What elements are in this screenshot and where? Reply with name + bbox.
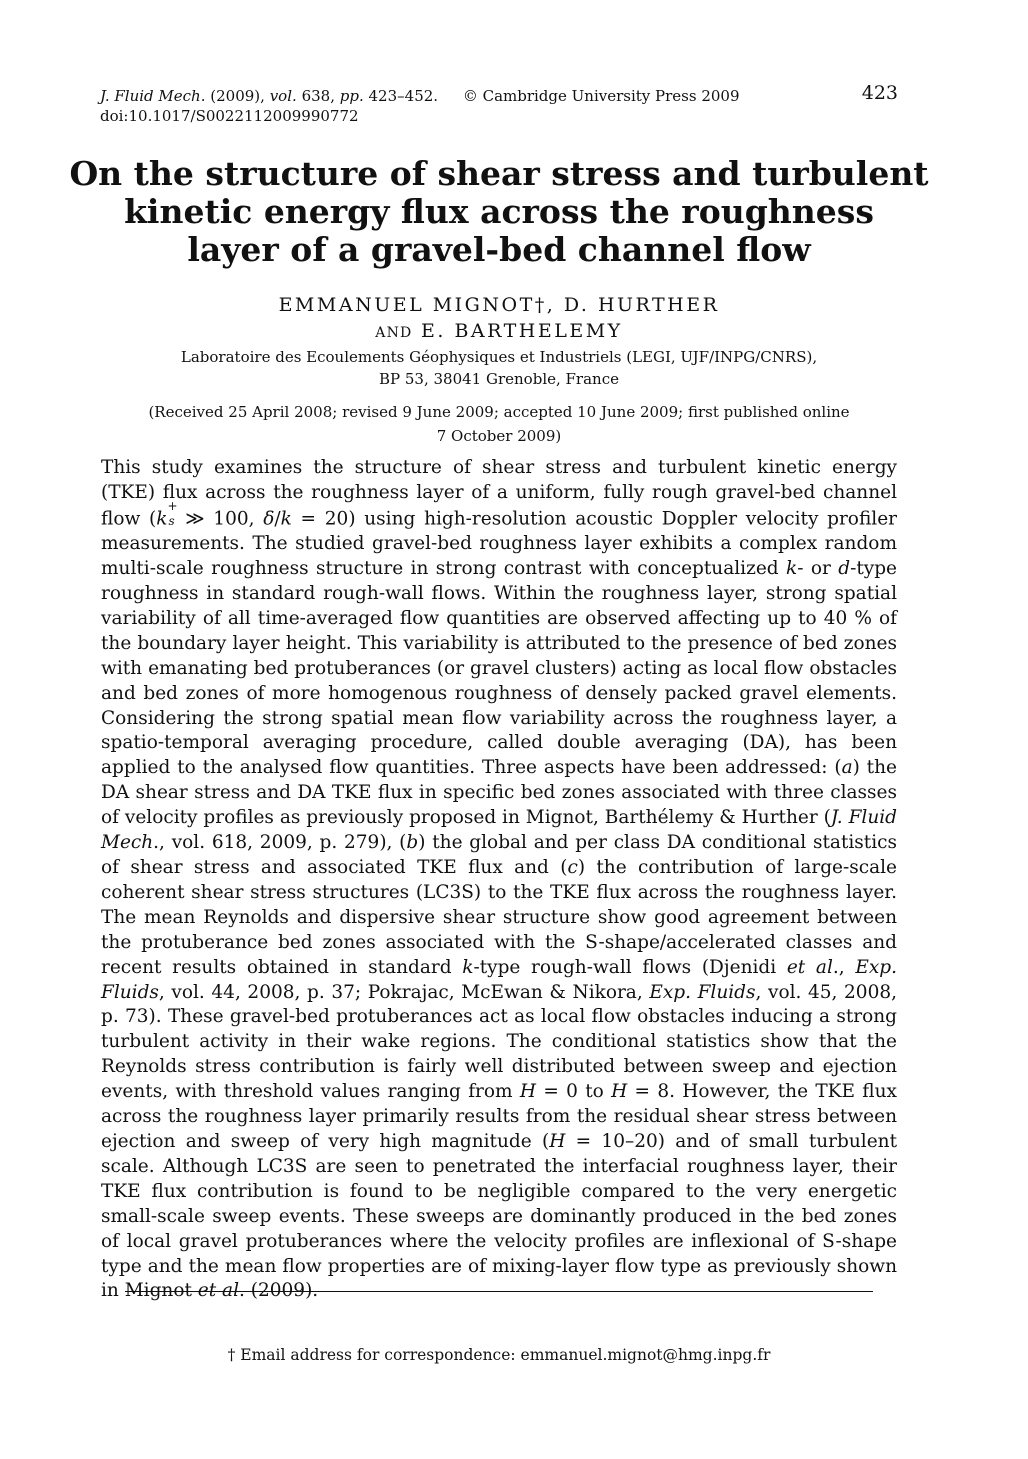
volume-label: vol. [269,87,297,105]
citation-line [100,86,740,106]
page-number: 423 [861,82,898,104]
authors-last: E. BARTHELEMY [421,320,623,342]
journal-header [100,86,740,126]
author-list [60,292,938,346]
volume-number: 638, [301,87,335,105]
authors-line-2 [60,318,938,346]
title-line: kinetic energy flux across the roughness [124,192,874,231]
authors-line-1: EMMANUEL MIGNOT†, D. HURTHER [278,294,720,316]
doi: doi:10.1017/S0022112009990772 [100,107,359,125]
copyright-notice: © Cambridge University Press 2009 [462,87,740,105]
pages-label: pp. [339,87,364,105]
journal-name: J. Fluid Mech. [100,87,206,105]
affiliation-line-2: BP 53, 38041 Grenoble, France [379,370,619,388]
received-dates [60,400,938,448]
journal-year: (2009), [210,87,265,105]
page-range: 423–452. [368,87,439,105]
affiliation [60,346,938,390]
affiliation-line-1: Laboratoire des Ecoulements Géophysiques et Industriels (LEGI, UJF/INPG/CNRS), [180,348,818,366]
authors-and: AND [375,325,413,341]
title-line: layer of a gravel-bed channel flow [187,230,811,269]
received-line-2: 7 October 2009) [436,427,562,445]
footnote-divider [125,1291,873,1292]
received-line-1: (Received 25 April 2008; revised 9 June 2009; accepted 10 June 2009; first published online [148,403,850,421]
correspondence-footnote: † Email address for correspondence: emmanuel.mignot@hmg.inpg.fr [227,1346,771,1364]
abstract: This study examines the structure of shear stress and turbulent kinetic energy (TKE) flux across the roughness layer of a uniform, fully rough gravel-bed channel flow (k + s ≫ 100, δ/k = 20) using high-resolution acoustic Doppler velocity profiler measurements. The studied gravel-bed roughness layer exhibits a complex random multi-scale roughness structure in strong contrast with conceptualized k- or d-type roughness in standard rough-wall flows. Within the roughness layer, strong spatial variability of all time-averaged flow quantities are observed affecting up to 40 % of the boundary layer height. This variability is attributed to the presence of bed zones with emanating bed protuberances (or gravel clusters) acting as local flow obstacles and bed zones of more homogenous roughness of densely packed gravel elements. Considering the strong spatial mean flow variability across the roughness layer, a spatio-temporal averaging procedure, called double averaging (DA), has been applied to the analysed flow quantities. Three aspects have been addressed: (a) the DA shear stress and DA TKE flux in specific bed zones associated with three classes of velocity profiles as previously proposed in Mignot, Barthélemy & Hurther (J. Fluid Mech., vol. 618, 2009, p. 279), (b) the global and per class DA conditional statistics of shear stress and associated TKE flux and (c) the contribution of large-scale coherent shear stress structures (LC3S) to the TKE flux across the roughness layer. The mean Reynolds and dispersive shear structure show good agreement between the protuberance bed zones associated with the S-shape/accelerated classes and recent results obtained in standard k-type rough-wall flows (Djenidi et al., Exp. Fluids, vol. 44, 2008, p. 37; Pokrajac, McEwan & Nikora, Exp. Fluids, vol. 45, 2008, p. 73). These gravel-bed protuberances act as local flow obstacles inducing a strong turbulent activity in their wake regions. The conditional statistics show that the Reynolds stress contribution is fairly well distributed between sweep and ejection events, with threshold values ranging from H = 0 to H = 8. However, the TKE flux across the roughness layer primarily results from the residual shear stress between ejection and sweep of very high magnitude (H = 10–20) and of small turbulent scale. Although LC3S are seen to penetrated the interfacial roughness layer, their TKE flux contribution is found to be negligible compared to the very energetic small-scale sweep events. These sweeps are dominantly produced in the bed zones of local gravel protuberances where the velocity profiles are inflexional of S-shape type and the mean flow properties are of mixing-layer flow type as previously shown in Mignot et al. (2009). [101,457,898,1302]
title-line: On the structure of shear stress and turbulent [69,154,929,193]
paper-title [60,155,938,269]
